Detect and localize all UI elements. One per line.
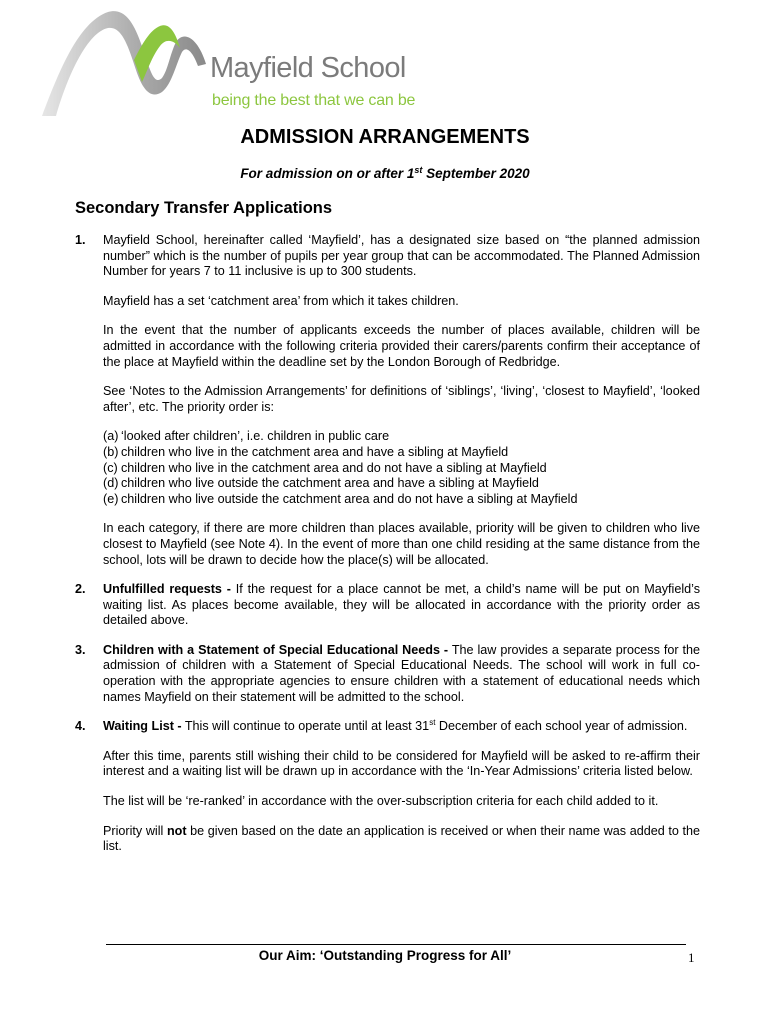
- document-body: [75, 233, 700, 869]
- footer-divider: [106, 944, 686, 945]
- item-number: 3.: [75, 642, 86, 657]
- page-number: 1: [688, 950, 695, 965]
- paragraph: Mayfield has a set ‘catchment area’ from which it takes children.: [103, 293, 459, 308]
- list-item: [75, 643, 700, 705]
- criterion: (b) children who live in the catchment area and have a sibling at Mayfield: [103, 444, 509, 459]
- priority-criteria: [103, 429, 700, 507]
- criterion: (e) children who live outside the catchment area and do not have a sibling at Mayfield: [103, 491, 578, 506]
- school-tagline: being the best that we can be: [212, 92, 416, 109]
- paragraph: In each category, if there are more children than places available, priority will be given to children who live closest to Mayfield (see Note 4). In the event of more than one child residing at the same distance from the school, lots will be drawn to decide how the place(s) will be allocated.: [103, 521, 700, 567]
- document-title: ADMISSION ARRANGEMENTS: [240, 126, 530, 148]
- criterion: (d) children who live outside the catchment area and have a sibling at Mayfield: [103, 476, 539, 491]
- paragraph: See ‘Notes to the Admission Arrangements’ for definitions of ‘siblings’, ‘living’, ‘closest to Mayfield’, ‘looked after’, etc. The priority order is:: [103, 384, 700, 414]
- paragraph: Children with a Statement of Special Educational Needs - The law provides a separate process for the admission of children with a Statement of Special Educational Needs. The school will work in full co-operation with the appropriate agencies to ensure children with a statement of educational needs which names Mayfield on their statement will be admitted to the school.: [103, 642, 700, 704]
- item-number: 1.: [75, 233, 86, 247]
- school-logo: [38, 4, 418, 120]
- list-item: [75, 719, 700, 855]
- paragraph: Unfulfilled requests - If the request for a place cannot be met, a child’s name will be put on Mayfield’s waiting list. As places become available, they will be allocated in accordance with the priority order as detailed above.: [103, 582, 701, 628]
- paragraph: After this time, parents still wishing their child to be considered for Mayfield will be asked to re-affirm their interest and a waiting list will be drawn up in accordance with the ‘In-Year Admissions’ criteria listed below.: [103, 748, 700, 779]
- paragraph: Priority will not be given based on the date an application is received or when their name was added to the list.: [103, 823, 700, 854]
- paragraph: Waiting List - This will continue to operate until at least 31st December of each school year of admission.: [103, 718, 688, 734]
- footer-aim: Our Aim: ‘Outstanding Progress for All’: [258, 948, 512, 963]
- school-name: Mayfield School: [210, 52, 406, 84]
- criterion: (c) children who live in the catchment area and do not have a sibling at Mayfield: [103, 460, 547, 475]
- logo-swoosh-icon: [38, 4, 213, 120]
- document-subtitle: For admission on or after 1st September 2020: [240, 165, 530, 181]
- section-heading: Secondary Transfer Applications: [75, 199, 333, 217]
- paragraph: In the event that the number of applicants exceeds the number of places available, children will be admitted in accordance with the following criteria provided their carers/parents confirm their acceptance of the place at Mayfield within the deadline set by the London Borough of Redbridge.: [103, 323, 700, 369]
- list-item: [75, 233, 700, 568]
- item-number: 4.: [75, 719, 86, 734]
- paragraph: Mayfield School, hereinafter called ‘Mayfield’, has a designated size based on “the planned admission number” which is the number of pupils per year group that can be accommodated. The Planned Admission Number for years 7 to 11 inclusive is up to 300 students.: [103, 233, 700, 279]
- item-number: 2.: [75, 582, 86, 597]
- paragraph: The list will be ‘re-ranked’ in accordance with the over-subscription criteria for each child added to it.: [103, 794, 659, 809]
- criterion: (a) ‘looked after children’, i.e. children in public care: [103, 429, 390, 444]
- list-item: [75, 582, 700, 629]
